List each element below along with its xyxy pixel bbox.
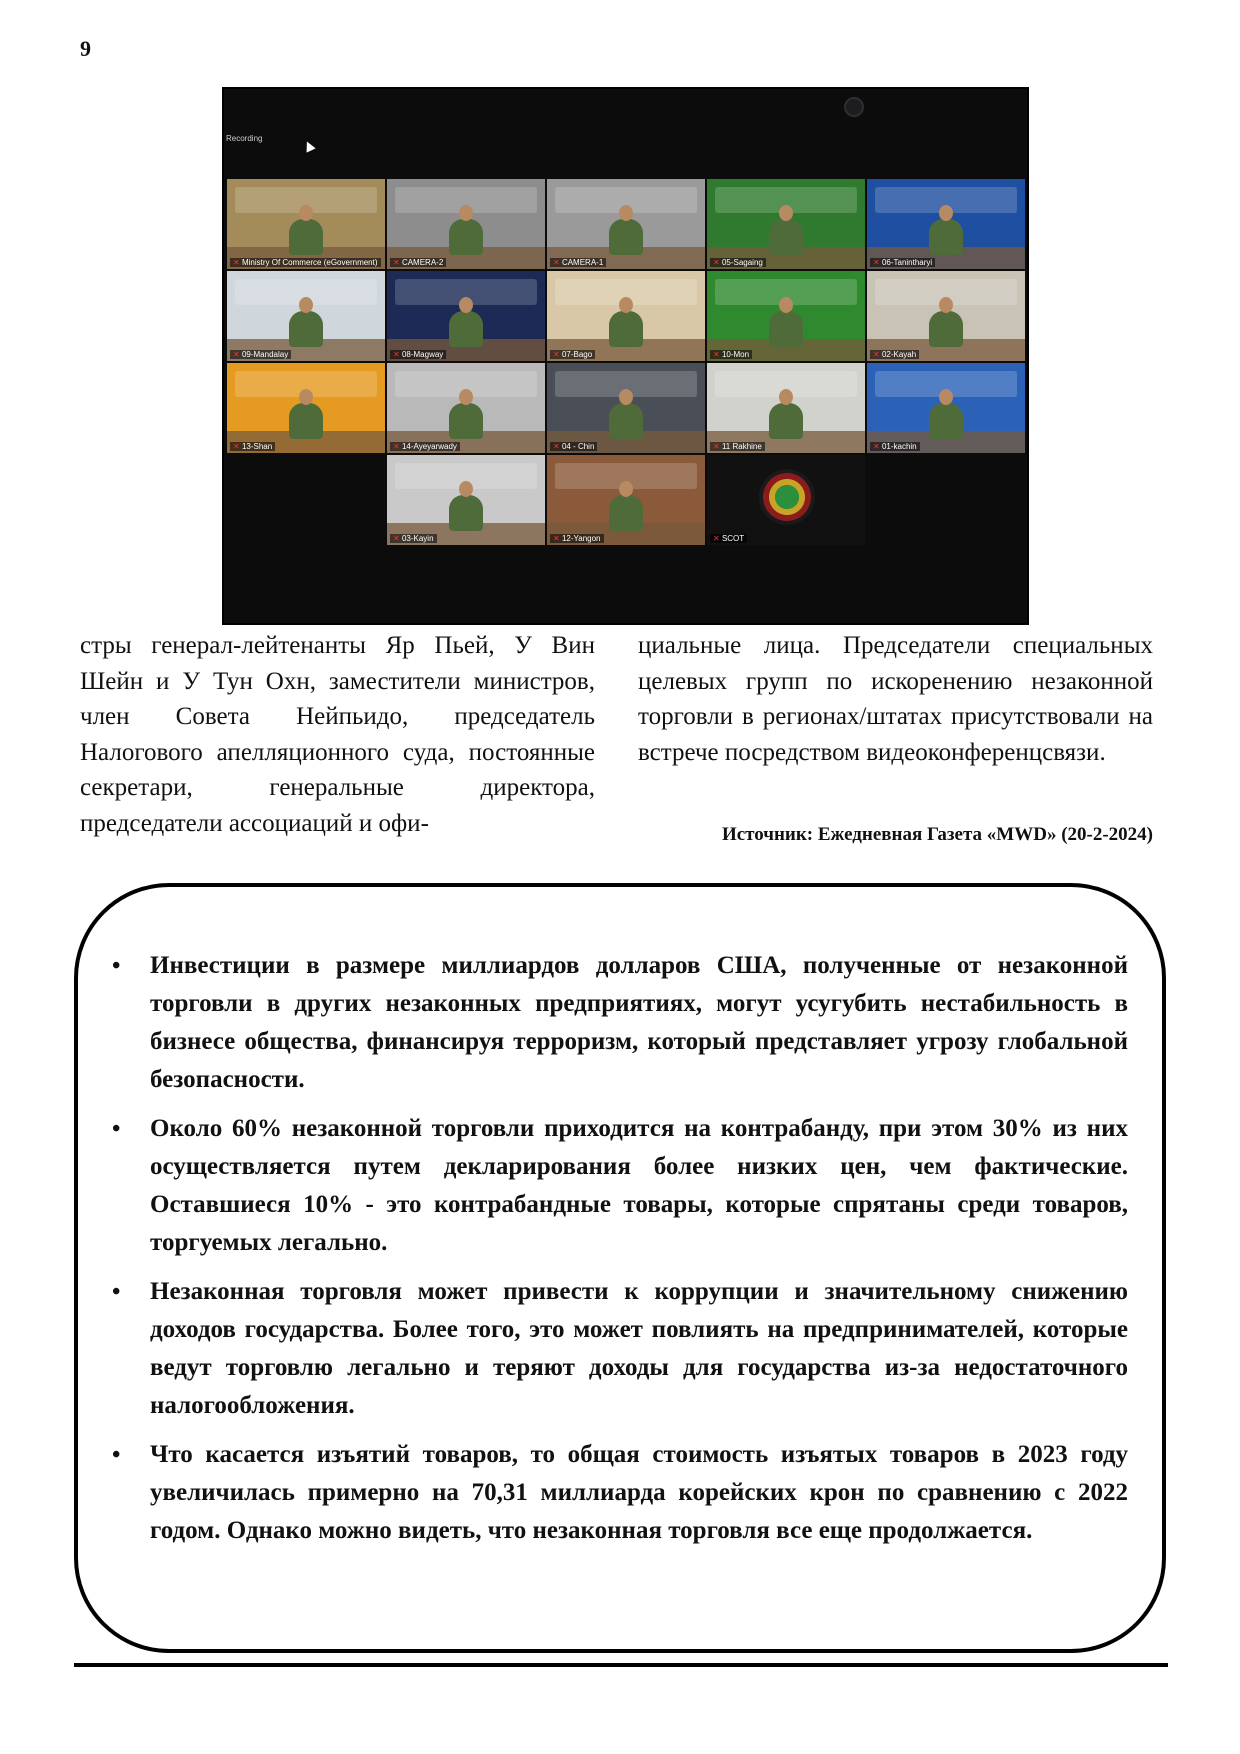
participant-figure — [289, 219, 323, 255]
video-tile — [867, 179, 1025, 269]
participant-figure — [289, 311, 323, 347]
participant-figure — [449, 311, 483, 347]
tile-label: ✕ CAMERA-2 — [390, 258, 446, 267]
article-left-column — [80, 628, 595, 842]
video-tile — [227, 363, 385, 453]
participant-figure — [929, 311, 963, 347]
video-tile — [707, 363, 865, 453]
video-tile — [227, 179, 385, 269]
participant-figure — [929, 403, 963, 439]
video-tile — [547, 363, 705, 453]
bullet-item: • Незаконная торговля может привести к коррупции и значительному снижению доходов государства. Более того, это может повлиять на предпринимателей, которые ведут торговлю легально и теряют доходы для государства из-за недостаточного налогообложения. — [150, 1273, 1128, 1425]
participant-figure — [769, 403, 803, 439]
video-tile — [227, 271, 385, 361]
video-tile — [707, 179, 865, 269]
tile-label: ✕ 12-Yangon — [550, 534, 604, 543]
video-tile — [867, 271, 1025, 361]
video-tile — [387, 179, 545, 269]
video-tile — [867, 363, 1025, 453]
tile-label: ✕ 13-Shan — [230, 442, 275, 451]
recording-label: Recording — [226, 134, 263, 143]
participant-figure — [449, 495, 483, 531]
video-tile — [547, 271, 705, 361]
info-bullet-list — [150, 947, 1128, 1561]
video-tile — [387, 271, 545, 361]
tile-label: ✕ CAMERA-1 — [550, 258, 606, 267]
article-source: Источник: Ежедневная Газета «MWD» (20-2-2024) — [721, 824, 1153, 845]
article-left-text: стры генерал-лейтенанты Яр Пьей, У Вин Шейн и У Тун Охн, заместители министров, член Совета Нейпьидо, председатель Налогового апелляционного суда, постоянные секретари, генеральные директора, председатели ассоциаций и офи- — [80, 632, 595, 837]
bullet-item: • Около 60% незаконной торговли приходится на контрабанду, при этом 30% из них осуществляется путем декларирования более низких цен, чем фактические. Оставшиеся 10% - это контрабандные товары, которые спрятаны среди товаров, торгуемых легально. — [150, 1110, 1128, 1262]
tile-label: ✕ 09-Mandalay — [230, 350, 291, 359]
bottom-rule — [74, 1663, 1168, 1667]
participant-figure — [289, 403, 323, 439]
tile-label: ✕ Ministry Of Commerce (eGovernment) — [230, 258, 381, 267]
tile-label: ✕ 05-Sagaing — [710, 258, 766, 267]
participant-figure — [929, 219, 963, 255]
video-tile — [387, 363, 545, 453]
tile-label: ✕ 02-Kayah — [870, 350, 919, 359]
participant-figure — [609, 495, 643, 531]
tile-label: ✕ 10-Mon — [710, 350, 752, 359]
tile-label: ✕ SCOT — [710, 534, 747, 543]
tile-label: ✕ 11 Rakhine — [710, 442, 765, 451]
participant-figure — [609, 219, 643, 255]
video-tile — [547, 179, 705, 269]
participant-figure — [769, 219, 803, 255]
tile-label: ✕ 01-kachin — [870, 442, 920, 451]
page-number: 9 — [80, 36, 91, 61]
tile-label: ✕ 03-Kayin — [390, 534, 437, 543]
participant-figure — [609, 403, 643, 439]
tile-label: ✕ 06-Tanintharyi — [870, 258, 935, 267]
tile-label: ✕ 08-Magway — [390, 350, 446, 359]
bullet-item: • Инвестиции в размере миллиардов долларов США, полученные от незаконной торговли в других незаконных предприятиях, могут усугубить нестабильность в бизнесе общества, финансируя терроризм, который представляет угрозу глобальной безопасности. — [150, 947, 1128, 1099]
tile-label: ✕ 04 - Chin — [550, 442, 597, 451]
participant-figure — [609, 311, 643, 347]
bullet-item: • Что касается изъятий товаров, то общая стоимость изъятых товаров в 2023 году увеличилась примерно на 70,31 миллиарда корейских крон по сравнению с 2022 годом. Однако можно видеть, что незаконная торговля все еще продолжается. — [150, 1436, 1128, 1550]
participant-figure — [449, 219, 483, 255]
participant-figure — [449, 403, 483, 439]
video-tile — [547, 455, 705, 545]
participant-figure — [769, 311, 803, 347]
state-emblem-icon — [759, 469, 815, 525]
tile-label: ✕ 14-Ayeyarwady — [390, 442, 460, 451]
video-tile — [707, 271, 865, 361]
mouse-cursor-icon — [302, 139, 315, 152]
video-conference-photo — [222, 87, 1029, 625]
video-tile-grid — [227, 179, 1027, 606]
tile-label: ✕ 07-Bago — [550, 350, 595, 359]
article-right-text: циальные лица. Председатели специальных целевых групп по искоренению незаконной торговли в регионах/штатах присутствовали на встрече посредством видеоконференцсвязи. — [638, 632, 1153, 766]
video-tile — [387, 455, 545, 545]
webcam-icon — [844, 97, 864, 117]
article-right-column — [638, 628, 1153, 770]
